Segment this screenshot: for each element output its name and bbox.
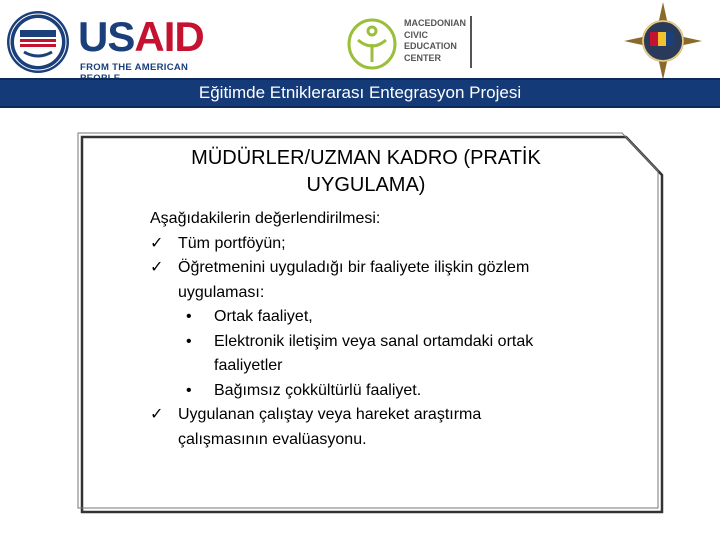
sub-list-item-continued <box>150 354 630 379</box>
mce-emblem-icon <box>346 14 398 70</box>
item-workshop-line-1: Uygulanan çalıştay veya hareket araştırma <box>178 406 482 423</box>
item-observation-line-1: Öğretmenini uyguladığı bir faaliyete ilişkin gözlem <box>178 259 530 276</box>
checkmark-icon: ✓ <box>150 259 164 276</box>
item-portfolio: Tüm portföyün; <box>178 234 286 252</box>
mce-line-3: EDUCATION <box>404 41 457 51</box>
compass-flags-emblem-icon <box>624 2 702 80</box>
heading-line-2: UYGULAMA) <box>306 174 426 196</box>
usaid-logo <box>6 10 221 76</box>
item-observation-line-2: uygulaması: <box>178 283 265 301</box>
usaid-tagline: FROM THE AMERICAN <box>80 62 189 73</box>
item-workshop-line-2: çalışmasının evalüasyonu. <box>178 430 367 448</box>
mce-logo <box>346 14 476 74</box>
content-card <box>76 131 666 516</box>
mce-line-1: MACEDONIAN <box>404 18 466 28</box>
evaluation-list <box>150 207 630 452</box>
list-item <box>150 232 630 257</box>
sub-item-independent: Bağımsız çokkültürlü faaliyet. <box>214 381 422 399</box>
sub-list-item <box>150 305 630 330</box>
list-item-continued <box>150 428 630 453</box>
mce-line-2: CIVIC <box>404 29 429 40</box>
sub-item-electronic-line-1: Elektronik iletişim veya sanal ortamdaki ortak <box>214 332 534 350</box>
list-item <box>150 256 630 281</box>
list-item-continued <box>150 281 630 306</box>
slide-heading <box>116 145 616 199</box>
bullet-icon: • <box>186 308 192 325</box>
list-item <box>150 403 630 428</box>
checkmark-icon: ✓ <box>150 234 164 252</box>
usaid-seal-icon <box>6 10 70 74</box>
title-banner <box>0 78 720 108</box>
sub-item-electronic-line-2: faaliyetler <box>214 357 283 374</box>
sub-list-item <box>150 379 630 404</box>
mce-name <box>404 18 466 64</box>
sub-list-item <box>150 330 630 355</box>
intro-text: Aşağıdakilerin değerlendirilmesi: <box>150 210 381 227</box>
checkmark-icon: ✓ <box>150 406 164 423</box>
bullet-icon: • <box>186 381 192 399</box>
heading-line-1: MÜDÜRLER/UZMAN KADRO (PRATİK <box>191 147 541 169</box>
project-title: Eğitimde Etniklerarası Entegrasyon Projesi <box>198 83 522 102</box>
sub-item-joint-activity: Ortak faaliyet, <box>214 308 313 325</box>
bullet-icon: • <box>186 332 192 350</box>
usaid-wordmark-us: US <box>78 13 135 60</box>
mce-line-4: CENTER <box>404 52 442 63</box>
usaid-wordmark-aid: AID <box>134 13 204 60</box>
usaid-wordmark <box>78 13 204 60</box>
mce-divider <box>470 16 472 68</box>
